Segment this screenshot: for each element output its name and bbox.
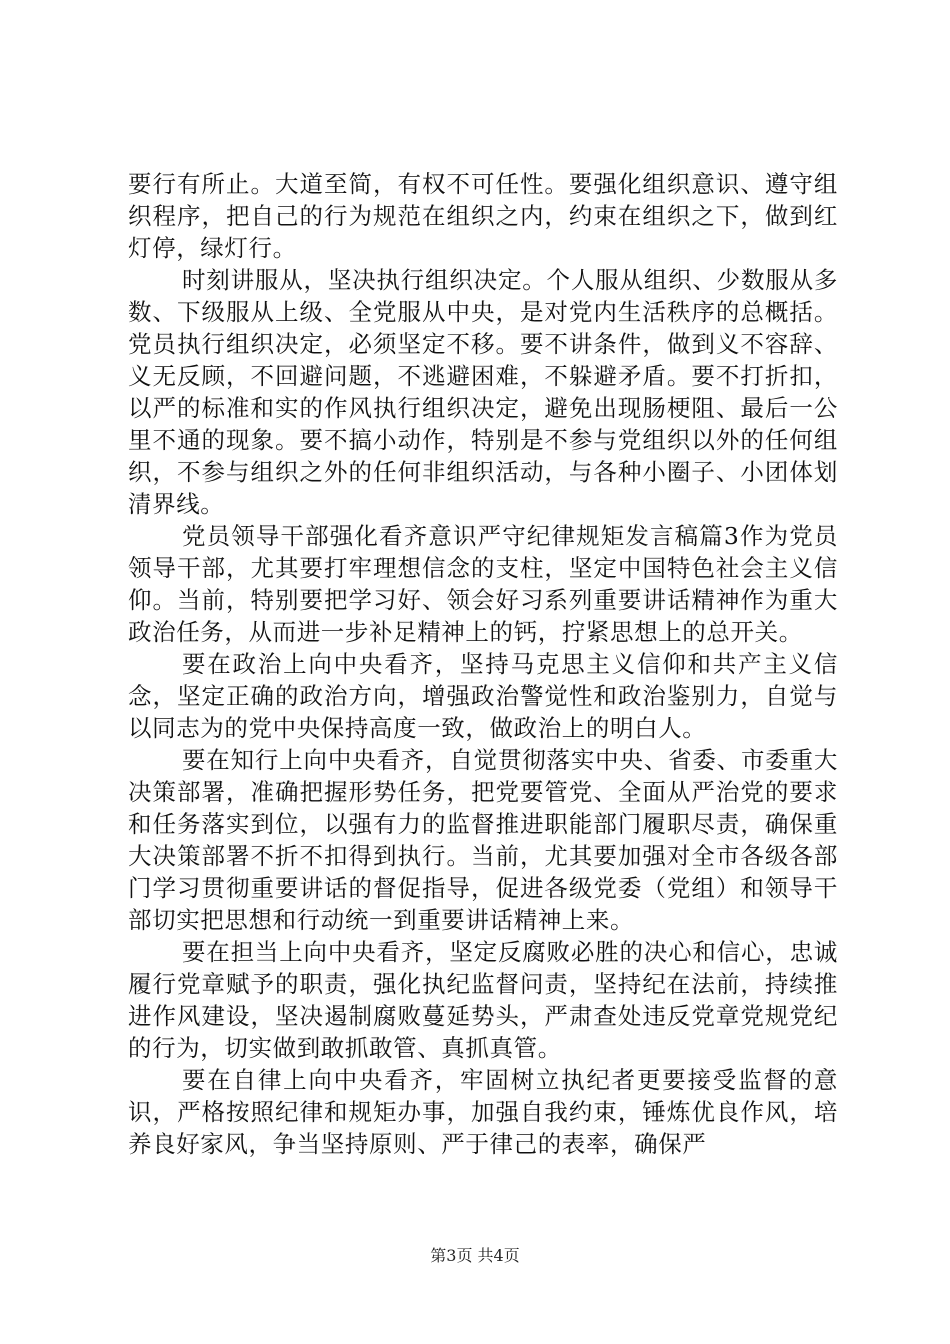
- paragraph: 党员领导干部强化看齐意识严守纪律规矩发言稿篇3作为党员领导干部，尤其要打牢理想信念的支柱，坚定中国特色社会主义信仰。当前，特别要把学习好、领会好习系列重要讲话精神作为重大政治任务，从而进一步补足精神上的钙，拧紧思想上的总开关。: [128, 522, 838, 646]
- document-body: [128, 168, 838, 1160]
- paragraph: 要在担当上向中央看齐，坚定反腐败必胜的决心和信心，忠诚履行党章赋予的职责，强化执纪监督问责，坚持纪在法前，持续推进作风建设，坚决遏制腐败蔓延势头，严肃查处违反党章党规党纪的行为，切实做到敢抓敢管、真抓真管。: [128, 938, 838, 1062]
- paragraph: 要行有所止。大道至简，有权不可任性。要强化组织意识、遵守组织程序，把自己的行为规范在组织之内，约束在组织之下，做到红灯停，绿灯行。: [128, 170, 838, 262]
- paragraph: 要在自律上向中央看齐，牢固树立执纪者更要接受监督的意识，严格按照纪律和规矩办事，加强自我约束，锤炼优良作风，培养良好家风，争当坚持原则、严于律己的表率，确保严: [128, 1066, 838, 1158]
- paragraph: 要在知行上向中央看齐，自觉贯彻落实中央、省委、市委重大决策部署，准确把握形势任务，把党要管党、全面从严治党的要求和任务落实到位，以强有力的监督推进职能部门履职尽责，确保重大决策部署不折不扣得到执行。当前，尤其要加强对全市各级各部门学习贯彻重要讲话的督促指导，促进各级党委（党组）和领导干部切实把思想和行动统一到重要讲话精神上来。: [128, 746, 838, 934]
- paragraph: 要在政治上向中央看齐，坚持马克思主义信仰和共产主义信念，坚定正确的政治方向，增强政治警觉性和政治鉴别力，自觉与以同志为的党中央保持高度一致，做政治上的明白人。: [128, 650, 838, 742]
- paragraph: 时刻讲服从，坚决执行组织决定。个人服从组织、少数服从多数、下级服从上级、全党服从中央，是对党内生活秩序的总概括。党员执行组织决定，必须坚定不移。要不讲条件，做到义不容辞、义无反顾，不回避问题，不逃避困难，不躲避矛盾。要不打折扣，以严的标准和实的作风执行组织决定，避免出现肠梗阻、最后一公里不通的现象。要不搞小动作，特别是不参与党组织以外的任何组织，不参与组织之外的任何非组织活动，与各种小圈子、小团体划清界线。: [128, 266, 838, 518]
- page-footer: 第3页 共4页: [430, 1246, 520, 1265]
